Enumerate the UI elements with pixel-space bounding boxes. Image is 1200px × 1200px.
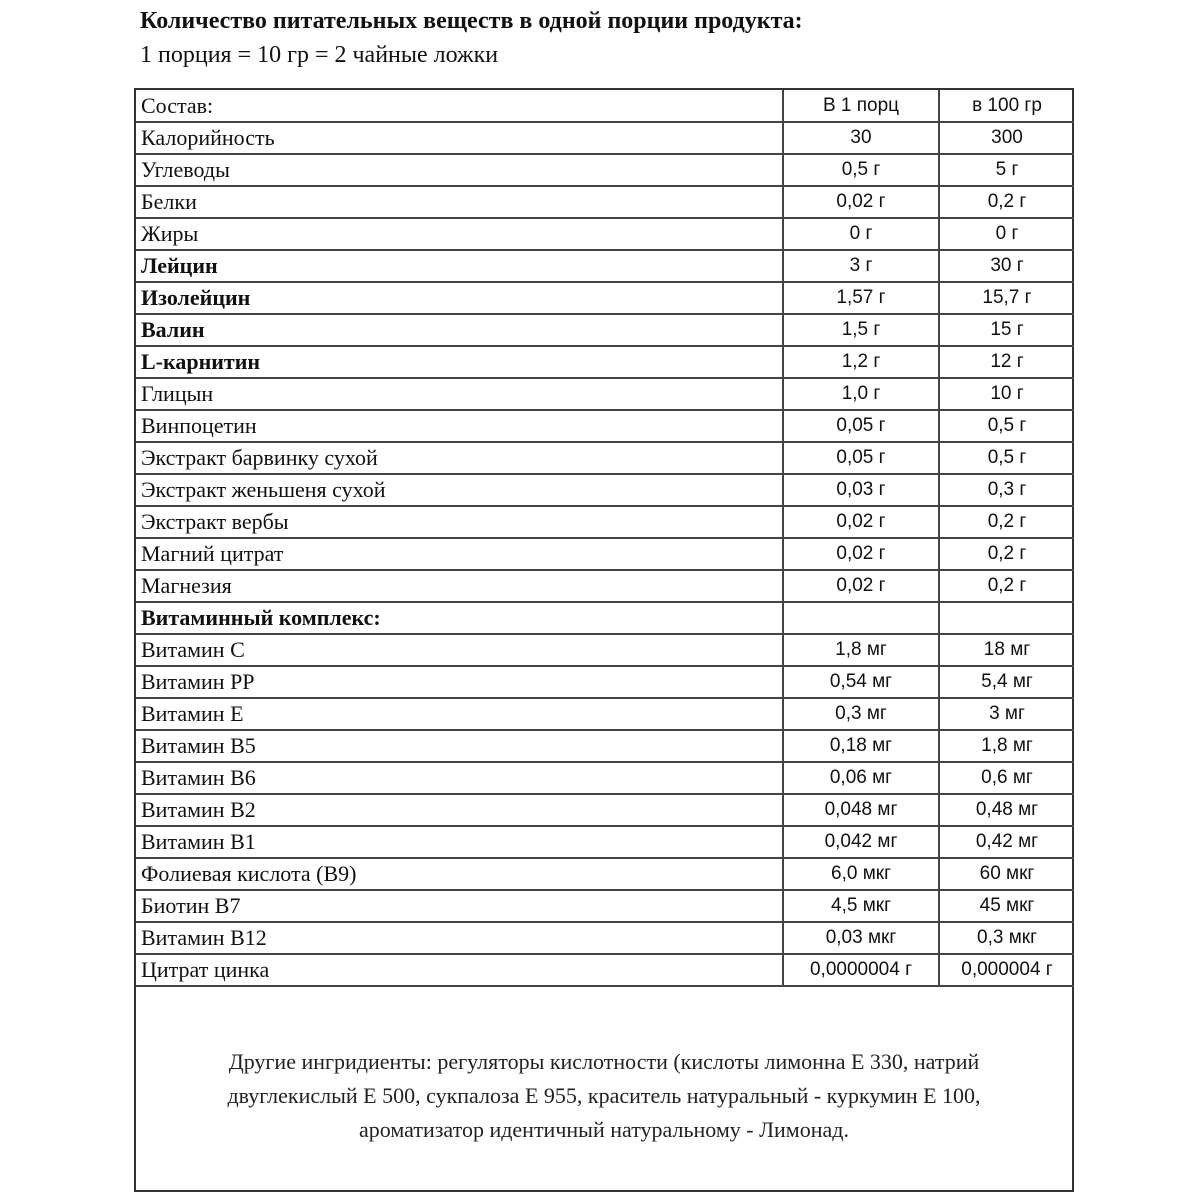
value-per-100g: 0,42 мг — [939, 826, 1074, 858]
value-per-serving: 0,54 мг — [783, 666, 939, 698]
ingredient-name: Магний цитрат — [136, 538, 783, 570]
table-row — [136, 250, 1074, 282]
ingredient-name: Винпоцетин — [136, 410, 783, 442]
value-per-serving: 0,042 мг — [783, 826, 939, 858]
ingredient-name: Витаминный комплекс: — [136, 602, 783, 634]
ingredient-name: Витамин B2 — [136, 794, 783, 826]
value-per-serving: 1,8 мг — [783, 634, 939, 666]
value-per-serving: 0,02 г — [783, 570, 939, 602]
value-per-100g: 0,6 мг — [939, 762, 1074, 794]
value-per-serving: 3 г — [783, 250, 939, 282]
value-per-100g: 0,000004 г — [939, 954, 1074, 986]
ingredient-name: Биотин B7 — [136, 890, 783, 922]
header-per-100g: в 100 гр — [939, 90, 1074, 122]
header-composition: Состав: — [136, 90, 783, 122]
ingredient-name: Белки — [136, 186, 783, 218]
table-row — [136, 410, 1074, 442]
table-row — [136, 506, 1074, 538]
value-per-100g: 0,2 г — [939, 186, 1074, 218]
table-row — [136, 730, 1074, 762]
table-row — [136, 826, 1074, 858]
value-per-100g: 0,48 мг — [939, 794, 1074, 826]
nutrition-panel — [134, 88, 1074, 1192]
value-per-serving — [783, 602, 939, 634]
ingredient-name: Валин — [136, 314, 783, 346]
ingredient-name: Лейцин — [136, 250, 783, 282]
serving-size: 1 порция = 10 гр = 2 чайные ложки — [140, 42, 499, 68]
table-row — [136, 922, 1074, 954]
ingredient-name: L-карнитин — [136, 346, 783, 378]
value-per-100g: 10 г — [939, 378, 1074, 410]
value-per-serving: 4,5 мкг — [783, 890, 939, 922]
ingredient-name: Магнезия — [136, 570, 783, 602]
table-row — [136, 954, 1074, 986]
table-row — [136, 314, 1074, 346]
table-row — [136, 474, 1074, 506]
ingredient-name: Экстракт вербы — [136, 506, 783, 538]
value-per-serving: 1,57 г — [783, 282, 939, 314]
value-per-100g — [939, 602, 1074, 634]
table-row — [136, 634, 1074, 666]
page-title: Количество питательных веществ в одной порции продукта: — [140, 8, 803, 34]
ingredient-name: Витамин B12 — [136, 922, 783, 954]
table-row — [136, 858, 1074, 890]
table-row — [136, 762, 1074, 794]
ingredient-name: Изолейцин — [136, 282, 783, 314]
value-per-100g: 18 мг — [939, 634, 1074, 666]
value-per-serving: 0,5 г — [783, 154, 939, 186]
other-ingredients-line: Другие ингридиенты: регуляторы кислотности (кислоты лимонна Е 330, натрий — [228, 1049, 980, 1074]
value-per-serving: 0,03 мкг — [783, 922, 939, 954]
ingredient-name: Экстракт барвинку сухой — [136, 442, 783, 474]
value-per-serving: 1,2 г — [783, 346, 939, 378]
other-ingredients-line: ароматизатор идентичный натуральному - Лимонад. — [359, 1117, 849, 1142]
table-row — [136, 890, 1074, 922]
value-per-serving: 1,5 г — [783, 314, 939, 346]
ingredient-name: Жиры — [136, 218, 783, 250]
table-row — [136, 602, 1074, 634]
value-per-100g: 5 г — [939, 154, 1074, 186]
value-per-100g: 30 г — [939, 250, 1074, 282]
value-per-serving: 0,3 мг — [783, 698, 939, 730]
table-row — [136, 282, 1074, 314]
table-row — [136, 666, 1074, 698]
ingredient-name: Витамин B5 — [136, 730, 783, 762]
value-per-serving: 6,0 мкг — [783, 858, 939, 890]
table-row — [136, 186, 1074, 218]
other-ingredients — [136, 1045, 1072, 1147]
value-per-100g: 15,7 г — [939, 282, 1074, 314]
table-row — [136, 122, 1074, 154]
value-per-serving: 1,0 г — [783, 378, 939, 410]
value-per-100g: 0,2 г — [939, 506, 1074, 538]
value-per-100g: 0,3 г — [939, 474, 1074, 506]
ingredient-name: Экстракт женьшеня сухой — [136, 474, 783, 506]
ingredient-name: Витамин B1 — [136, 826, 783, 858]
value-per-100g: 3 мг — [939, 698, 1074, 730]
value-per-serving: 0,05 г — [783, 442, 939, 474]
value-per-serving: 0,18 мг — [783, 730, 939, 762]
ingredient-name: Глицын — [136, 378, 783, 410]
ingredient-name: Калорийность — [136, 122, 783, 154]
value-per-serving: 0,048 мг — [783, 794, 939, 826]
value-per-serving: 0,05 г — [783, 410, 939, 442]
ingredient-name: Витамин C — [136, 634, 783, 666]
ingredient-name: Витамин B6 — [136, 762, 783, 794]
value-per-serving: 0,02 г — [783, 186, 939, 218]
ingredient-name: Витамин E — [136, 698, 783, 730]
value-per-100g: 5,4 мг — [939, 666, 1074, 698]
value-per-100g: 12 г — [939, 346, 1074, 378]
value-per-100g: 60 мкг — [939, 858, 1074, 890]
value-per-serving: 0,06 мг — [783, 762, 939, 794]
value-per-100g: 0,2 г — [939, 538, 1074, 570]
other-ingredients-line: двуглекислый Е 500, сукпалоза Е 955, краситель натуральный - куркумин Е 100, — [227, 1083, 981, 1108]
value-per-100g: 15 г — [939, 314, 1074, 346]
table-row — [136, 378, 1074, 410]
ingredient-name: Фолиевая кислота (B9) — [136, 858, 783, 890]
header-per-serving: В 1 порц — [783, 90, 939, 122]
table-row — [136, 538, 1074, 570]
value-per-100g: 1,8 мг — [939, 730, 1074, 762]
nutrition-table — [136, 90, 1074, 987]
ingredient-name: Цитрат цинка — [136, 954, 783, 986]
value-per-100g: 0,5 г — [939, 442, 1074, 474]
value-per-serving: 0,02 г — [783, 538, 939, 570]
value-per-100g: 0,5 г — [939, 410, 1074, 442]
table-row — [136, 698, 1074, 730]
table-row — [136, 570, 1074, 602]
value-per-100g: 0,3 мкг — [939, 922, 1074, 954]
value-per-100g: 300 — [939, 122, 1074, 154]
ingredient-name: Витамин PP — [136, 666, 783, 698]
table-row — [136, 346, 1074, 378]
value-per-serving: 0,02 г — [783, 506, 939, 538]
value-per-serving: 30 — [783, 122, 939, 154]
table-row — [136, 154, 1074, 186]
value-per-100g: 0,2 г — [939, 570, 1074, 602]
value-per-serving: 0,03 г — [783, 474, 939, 506]
table-row — [136, 794, 1074, 826]
value-per-100g: 0 г — [939, 218, 1074, 250]
value-per-serving: 0,0000004 г — [783, 954, 939, 986]
table-row — [136, 218, 1074, 250]
ingredient-name: Углеводы — [136, 154, 783, 186]
value-per-serving: 0 г — [783, 218, 939, 250]
value-per-100g: 45 мкг — [939, 890, 1074, 922]
table-header-row — [136, 90, 1074, 122]
table-row — [136, 442, 1074, 474]
